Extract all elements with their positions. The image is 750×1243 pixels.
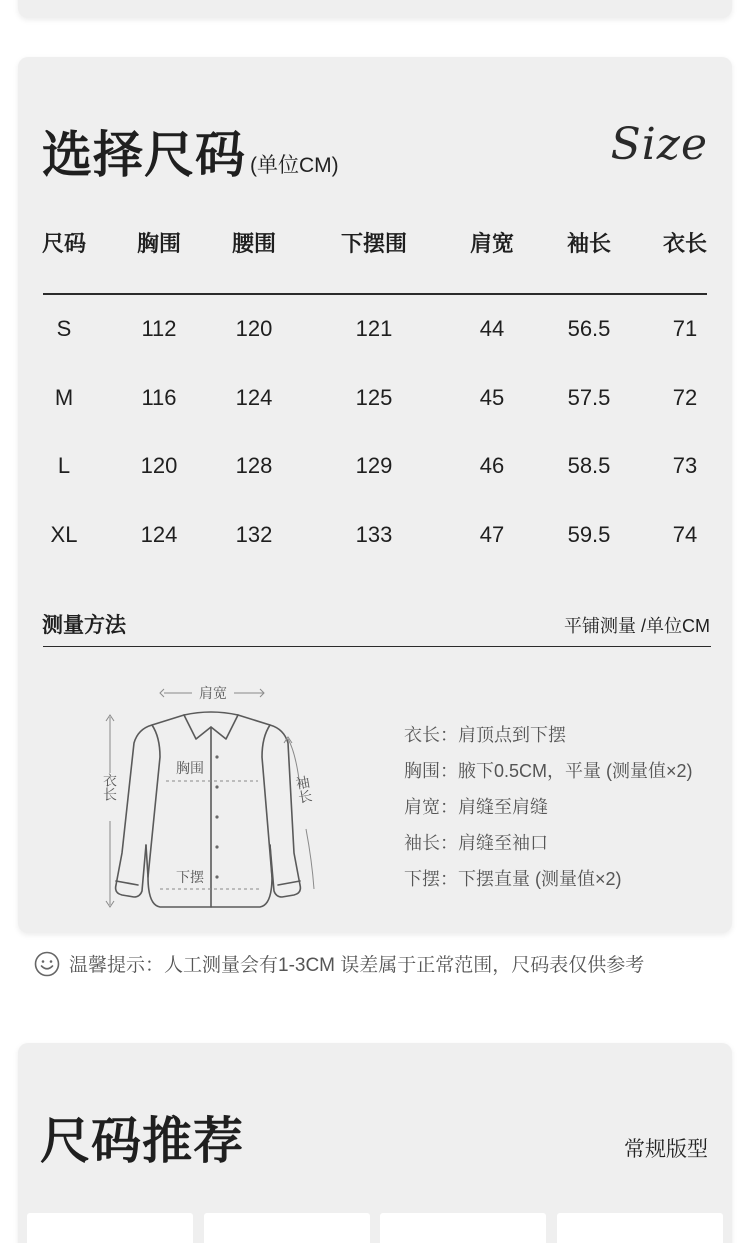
tip-text: 温馨提示：人工测量会有1-3CM 误差属于正常范围，尺码表仅供参考 [69,955,645,976]
table-cell: 74 [672,522,698,547]
size-table-header [18,227,732,261]
table-cell: 128 [235,453,273,478]
table-row [18,449,732,483]
tip-row [34,950,644,977]
col-header: 下摆围 [340,231,407,256]
table-cell: 57.5 [567,385,611,410]
table-cell: 124 [235,385,273,410]
table-cell: 58.5 [567,453,611,478]
table-row [18,518,732,552]
recommend-tile [557,1213,723,1243]
table-cell: 125 [355,385,393,410]
table-cell: 121 [355,316,393,341]
col-header: 胸围 [136,231,181,256]
size-recommend-card [18,1043,732,1243]
table-cell: S [56,316,72,341]
measure-method-note: 平铺测量 /单位CM [564,616,710,636]
col-header: 肩宽 [469,231,514,256]
table-cell: 133 [355,522,393,547]
table-cell: 124 [140,522,178,547]
measure-method-list [404,717,693,897]
table-cell: XL [50,522,78,547]
smile-icon [34,951,60,977]
shirt-diagram [80,677,320,917]
hem-label: 下摆 [176,869,204,885]
measure-divider [43,646,711,647]
recommend-tile [27,1213,193,1243]
table-cell: M [54,385,74,410]
method-item: 袖长：肩缝至袖口 [404,833,548,853]
table-cell: 44 [479,316,505,341]
table-cell: 120 [140,453,178,478]
sleeve-label: 袖长 [293,774,315,805]
table-cell: 71 [672,316,698,341]
table-divider [43,293,707,295]
table-cell: 72 [672,385,698,410]
table-cell: 132 [235,522,273,547]
table-cell: 45 [479,385,505,410]
method-item: 下摆：下摆直量 (测量值×2) [404,869,622,889]
chest-label: 胸围 [176,760,204,776]
method-item: 胸围：腋下0.5CM，平量 (测量值×2) [404,761,693,781]
table-cell: 116 [141,385,177,410]
recommend-tile [380,1213,546,1243]
table-cell: 112 [141,316,177,341]
method-item: 肩宽：肩缝至肩缝 [404,797,548,817]
previous-section-card [18,0,732,18]
measure-method-title: 测量方法 [42,614,126,637]
col-header: 袖长 [566,231,611,256]
table-row [18,312,732,346]
shoulder-label: 肩宽 [199,685,227,701]
table-cell: L [57,453,71,478]
method-item: 衣长：肩顶点到下摆 [404,725,566,745]
table-cell: 47 [479,522,505,547]
col-header: 腰围 [231,231,276,256]
table-row [18,381,732,415]
col-header: 尺码 [41,231,86,256]
table-cell: 73 [672,453,698,478]
size-chart-unit: (单位CM) [250,154,339,177]
col-header: 衣长 [662,231,707,256]
size-chart-card [18,57,732,933]
size-script-logo: Size [610,119,708,170]
table-cell: 46 [479,453,505,478]
table-cell: 129 [355,453,393,478]
table-cell: 56.5 [567,316,611,341]
length-label: 衣长 [102,773,118,801]
recommend-tile [204,1213,370,1243]
table-cell: 120 [235,316,273,341]
table-cell: 59.5 [567,522,611,547]
recommend-title: 尺码推荐 [40,1113,244,1169]
fit-type-label: 常规版型 [624,1138,708,1161]
size-chart-title [42,115,339,187]
size-chart-heading: 选择尺码 [42,127,246,183]
